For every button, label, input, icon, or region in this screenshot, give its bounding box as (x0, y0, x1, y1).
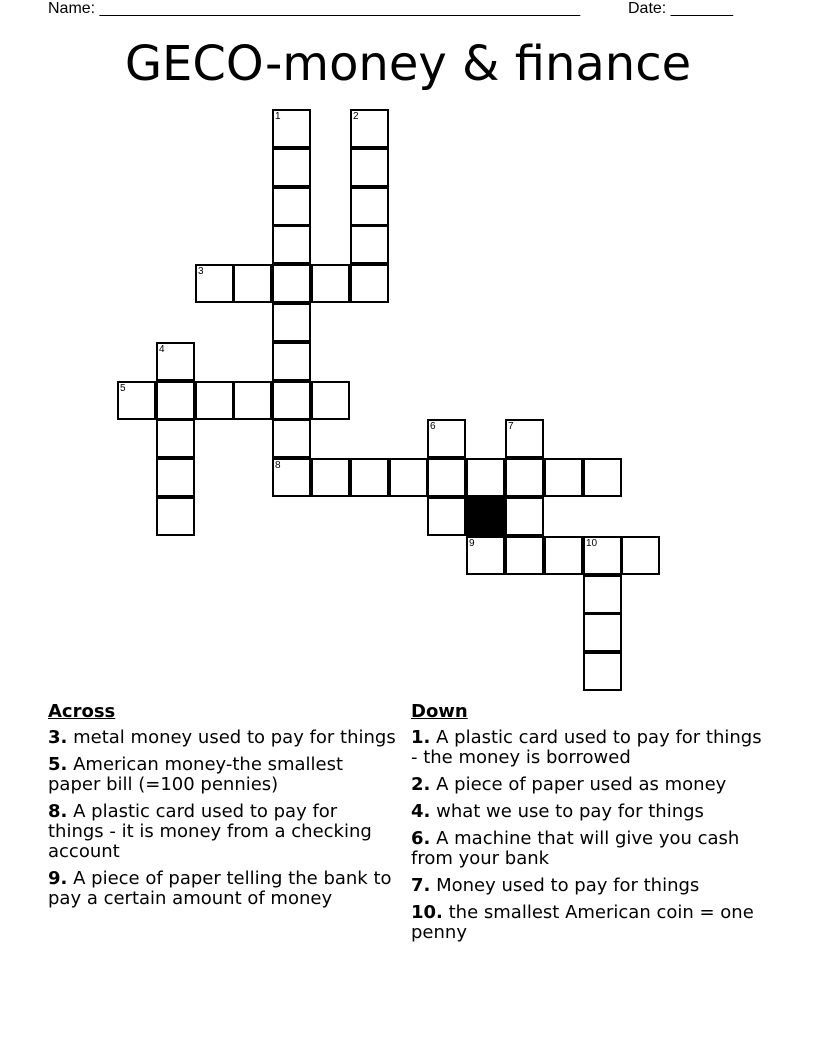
clue-text: A piece of paper used as money (436, 774, 727, 795)
clue-across-5 (48, 755, 398, 795)
date-field-label[interactable]: Date: _______ (628, 0, 733, 17)
crossword-cell[interactable] (272, 187, 311, 226)
crossword-cell[interactable] (311, 381, 350, 420)
crossword-cell[interactable] (583, 652, 622, 691)
cell-number: 2 (353, 111, 359, 122)
clue-text: A machine that will give you cash from your bank (411, 828, 740, 869)
crossword-cell[interactable] (156, 342, 195, 381)
down-clues (411, 702, 771, 950)
crossword-cell[interactable] (505, 536, 544, 575)
crossword-cell[interactable] (233, 264, 272, 303)
crossword-cell[interactable] (544, 458, 583, 497)
page-title: GECO-money & finance (124, 36, 692, 92)
crossword-cell[interactable] (427, 419, 466, 458)
clue-down-7 (411, 876, 771, 896)
crossword-cell[interactable] (311, 458, 350, 497)
cell-number: 6 (430, 421, 436, 432)
clue-number: 1. (411, 727, 431, 748)
crossword-cell[interactable] (156, 381, 195, 420)
across-heading: Across (48, 701, 116, 722)
crossword-cell[interactable] (272, 419, 311, 458)
clue-text: A piece of paper telling the bank to pay a certain amount of money (48, 868, 392, 909)
crossword-cell[interactable] (195, 381, 234, 420)
cell-number: 4 (159, 344, 165, 355)
crossword-cell[interactable] (583, 536, 622, 575)
cell-number: 9 (469, 538, 475, 549)
clue-across-3 (48, 728, 398, 748)
clue-number: 3. (48, 727, 68, 748)
clue-number: 7. (411, 875, 431, 896)
crossword-cell[interactable] (583, 613, 622, 652)
crossword-cell[interactable] (350, 148, 389, 187)
crossword-cell[interactable] (156, 419, 195, 458)
crossword-cell[interactable] (583, 575, 622, 614)
crossword-block (466, 497, 505, 536)
clue-down-4 (411, 802, 771, 822)
clue-text: the smallest American coin = one penny (411, 902, 754, 943)
crossword-cell[interactable] (272, 458, 311, 497)
crossword-cell[interactable] (272, 225, 311, 264)
clue-across-8 (48, 802, 398, 862)
down-heading: Down (411, 701, 468, 722)
cell-number: 1 (275, 111, 281, 122)
crossword-cell[interactable] (505, 497, 544, 536)
clue-text: A plastic card used to pay for things - it is money from a checking account (48, 801, 372, 862)
clue-number: 2. (411, 774, 431, 795)
clue-number: 8. (48, 801, 68, 822)
crossword-cell[interactable] (466, 536, 505, 575)
crossword-cell[interactable] (156, 458, 195, 497)
cell-number: 10 (586, 538, 598, 549)
crossword-cell[interactable] (272, 381, 311, 420)
clue-number: 5. (48, 754, 68, 775)
crossword-cell[interactable] (505, 458, 544, 497)
crossword-cell[interactable] (350, 264, 389, 303)
crossword-cell[interactable] (350, 225, 389, 264)
crossword-cell[interactable] (427, 497, 466, 536)
crossword-cell[interactable] (544, 536, 583, 575)
cell-number: 8 (275, 460, 281, 471)
crossword-cell[interactable] (466, 458, 505, 497)
crossword-cell[interactable] (505, 419, 544, 458)
clue-down-6 (411, 829, 771, 869)
clue-number: 6. (411, 828, 431, 849)
clue-text: what we use to pay for things (436, 801, 704, 822)
across-clues (48, 702, 398, 916)
crossword-cell[interactable] (272, 264, 311, 303)
clue-across-9 (48, 869, 398, 909)
crossword-cell[interactable] (233, 381, 272, 420)
clue-text: metal money used to pay for things (73, 727, 396, 748)
clue-number: 10. (411, 902, 443, 923)
cell-number: 7 (508, 421, 514, 432)
clue-down-2 (411, 775, 771, 795)
crossword-cell[interactable] (156, 497, 195, 536)
cell-number: 5 (120, 383, 126, 394)
crossword-cell[interactable] (272, 109, 311, 148)
crossword-cell[interactable] (117, 381, 156, 420)
clue-number: 9. (48, 868, 68, 889)
crossword-cell[interactable] (389, 458, 428, 497)
crossword-cell[interactable] (583, 458, 622, 497)
cell-number: 3 (198, 266, 204, 277)
crossword-cell[interactable] (311, 264, 350, 303)
crossword-cell[interactable] (272, 148, 311, 187)
crossword-cell[interactable] (272, 303, 311, 342)
crossword-cell[interactable] (195, 264, 234, 303)
clue-down-1 (411, 728, 771, 768)
crossword-cell[interactable] (350, 187, 389, 226)
clue-number: 4. (411, 801, 431, 822)
clue-text: Money used to pay for things (436, 875, 700, 896)
clue-text: A plastic card used to pay for things - the money is borrowed (411, 727, 762, 768)
crossword-cell[interactable] (350, 458, 389, 497)
name-field-label[interactable]: Name: ______________________________________________________ (48, 0, 581, 17)
clue-down-10 (411, 903, 771, 943)
crossword-cell[interactable] (621, 536, 660, 575)
clue-text: American money-the smallest paper bill (=100 pennies) (48, 754, 344, 795)
crossword-cell[interactable] (272, 342, 311, 381)
crossword-cell[interactable] (350, 109, 389, 148)
crossword-cell[interactable] (427, 458, 466, 497)
